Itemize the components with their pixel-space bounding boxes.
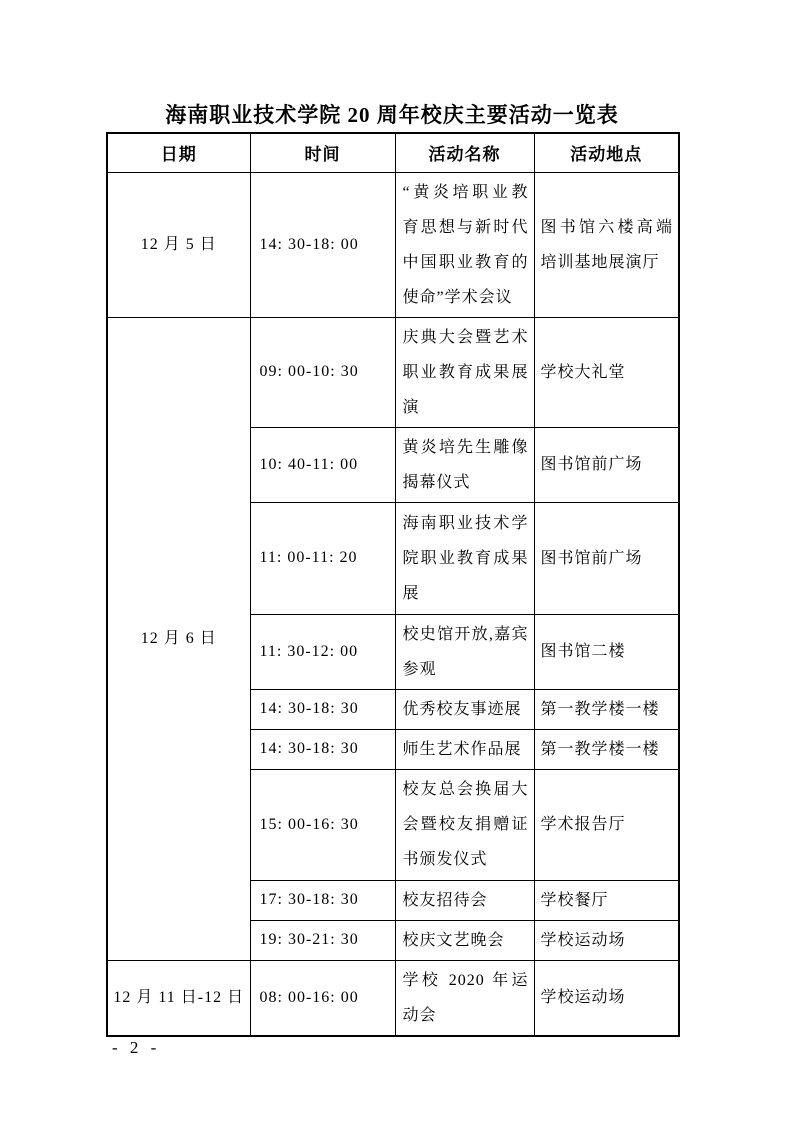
activity-cell: “黄炎培职业教育思想与新时代中国职业教育的使命”学术会议 bbox=[395, 172, 534, 317]
header-activity-name: 活动名称 bbox=[395, 133, 534, 172]
table-row bbox=[107, 960, 679, 1036]
location-cell: 图书馆前广场 bbox=[534, 502, 679, 614]
activity-cell: 黄炎培先生雕像揭幕仪式 bbox=[395, 427, 534, 502]
page-number: - 2 - bbox=[112, 1038, 161, 1057]
date-cell: 12 月 11 日-12 日 bbox=[107, 960, 250, 1036]
activity-cell: 校庆文艺晚会 bbox=[395, 920, 534, 960]
time-cell: 11: 00-11: 20 bbox=[250, 502, 395, 614]
location-cell: 学校运动场 bbox=[534, 920, 679, 960]
table-row bbox=[107, 172, 679, 317]
time-cell: 14: 30-18: 00 bbox=[250, 172, 395, 317]
header-date: 日期 bbox=[107, 133, 250, 172]
header-activity-location: 活动地点 bbox=[534, 133, 679, 172]
time-cell: 17: 30-18: 30 bbox=[250, 880, 395, 920]
activity-schedule-table bbox=[106, 132, 680, 1037]
activity-cell: 海南职业技术学院职业教育成果展 bbox=[395, 502, 534, 614]
time-cell: 11: 30-12: 00 bbox=[250, 614, 395, 689]
location-cell: 学校餐厅 bbox=[534, 880, 679, 920]
table-header-row bbox=[107, 133, 679, 172]
date-cell: 12 月 6 日 bbox=[107, 317, 250, 960]
location-cell: 学校大礼堂 bbox=[534, 317, 679, 427]
activity-cell: 校友总会换届大会暨校友捐赠证书颁发仪式 bbox=[395, 769, 534, 880]
time-cell: 14: 30-18: 30 bbox=[250, 729, 395, 769]
activity-cell: 校友招待会 bbox=[395, 880, 534, 920]
time-cell: 10: 40-11: 00 bbox=[250, 427, 395, 502]
activity-cell: 校史馆开放,嘉宾参观 bbox=[395, 614, 534, 689]
date-cell: 12 月 5 日 bbox=[107, 172, 250, 317]
location-cell: 图书馆前广场 bbox=[534, 427, 679, 502]
time-cell: 08: 00-16: 00 bbox=[250, 960, 395, 1036]
location-cell: 学术报告厅 bbox=[534, 769, 679, 880]
header-time: 时间 bbox=[250, 133, 395, 172]
location-cell: 第一教学楼一楼 bbox=[534, 729, 679, 769]
location-cell: 第一教学楼一楼 bbox=[534, 689, 679, 729]
activity-cell: 师生艺术作品展 bbox=[395, 729, 534, 769]
time-cell: 15: 00-16: 30 bbox=[250, 769, 395, 880]
time-cell: 14: 30-18: 30 bbox=[250, 689, 395, 729]
activity-cell: 优秀校友事迹展 bbox=[395, 689, 534, 729]
location-cell: 学校运动场 bbox=[534, 960, 679, 1036]
location-cell: 图书馆六楼高端培训基地展演厅 bbox=[534, 172, 679, 317]
activity-cell: 庆典大会暨艺术职业教育成果展演 bbox=[395, 317, 534, 427]
page-title: 海南职业技术学院 20 周年校庆主要活动一览表 bbox=[165, 103, 619, 127]
table-row bbox=[107, 317, 679, 427]
time-cell: 19: 30-21: 30 bbox=[250, 920, 395, 960]
activity-cell: 学校 2020 年运动会 bbox=[395, 960, 534, 1036]
location-cell: 图书馆二楼 bbox=[534, 614, 679, 689]
time-cell: 09: 00-10: 30 bbox=[250, 317, 395, 427]
